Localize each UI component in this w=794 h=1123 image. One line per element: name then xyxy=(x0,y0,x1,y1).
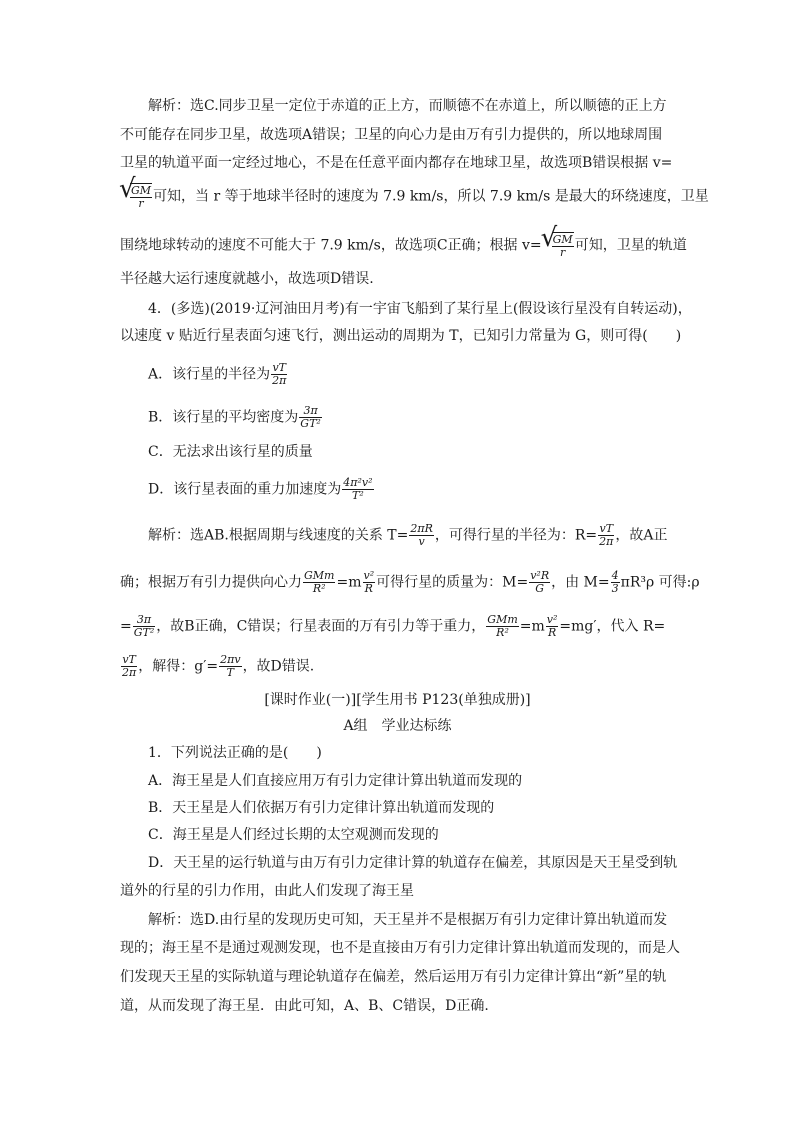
answer-text: 道，从而发现了海王星．由此可知，A、B、C错误，D正确. xyxy=(120,998,489,1014)
option-d-continued: 道外的行星的引力作用，由此人们发现了海王星 xyxy=(120,883,414,899)
question-stem: 以速度 v 贴近行星表面匀速飞行，测出运动的周期为 T，已知引力常量为 G，则可得( ) xyxy=(120,328,682,344)
question-stem: 1．下列说法正确的是( ) xyxy=(148,745,322,761)
answer-text: √ $\frac{GM}{r}$ 可知，当 r 等于地球半径时的速度为 7.9 km/s，所以 7.9 km/s 是最大的环绕速度，卫星 xyxy=(120,183,675,210)
group-title: A组 学业达标练 xyxy=(343,718,452,734)
answer-text: $\frac{vT}{2\pi}$ ，解得：g′= $\frac{2\pi v}{T}$ ，故D错误. xyxy=(122,653,315,679)
option-c: C．海王星是人们经过长期的太空观测而发现的 xyxy=(148,827,439,843)
question-stem: 4．(多选)(2019·辽河油田月考)有一宇宙飞船到了某行星上(假设该行星没有自转运动)， xyxy=(148,301,692,317)
answer-text: 解析：选C.同步卫星一定位于赤道的正上方，而顺德不在赤道上，所以顺德的正上方 xyxy=(148,98,667,114)
sqrt-formula: √ $\frac{GM}{r}$ xyxy=(120,183,153,210)
answer-text: 确；根据万有引力提供向心力 $\frac{\text{GMm}}{\text{R²}}$ =m $\frac{\text{v²}}{R}$ 可得行星的质量为：M= $\frac{\text{v²R}}{G}$ ，由 M= $\frac{4}{3}$ πR³ρ 可得:ρ xyxy=(120,569,700,595)
answer-text: 卫星的轨道平面一定经过地心，不是在任意平面内都存在地球卫星，故选项B错误根据 v= xyxy=(120,155,673,171)
answer-text: = $\frac{3\pi}{\text{GT²}}$ ，故B正确，C错误；行星表面的万有引力等于重力， $\frac{\text{GMm}}{\text{R²}}$ =m $\frac{\text{v²}}{R}$ =mg′，代入 R= xyxy=(120,613,666,639)
answer-text: 们发现天王星的实际轨道与理论轨道存在偏差，然后运用万有引力定律计算出“新”星的轨 xyxy=(120,969,667,985)
answer-text: 围绕地球转动的速度不可能大于 7.9 km/s，故选项C正确；根据 v= √ $\frac{GM}{r}$ 可知，卫星的轨道 xyxy=(120,232,675,259)
answer-text: 解析：选D.由行星的发现历史可知，天王星并不是根据万有引力定律计算出轨道而发 xyxy=(148,912,668,928)
answer-text: 解析：选AB.根据周期与线速度的关系 T= $\frac{2\pi R}{v}$ ，可得行星的半径为：R= $\frac{vT}{2\pi}$ ，故A正 xyxy=(148,522,668,548)
option-a: A．海王星是人们直接应用万有引力定律计算出轨道而发现的 xyxy=(148,773,523,789)
section-header: [课时作业(一)][学生用书 P123(单独成册)] xyxy=(264,692,531,708)
sqrt-formula: √ $\frac{GM}{r}$ xyxy=(542,232,575,259)
option-b: B．该行星的平均密度为 $\frac{3\pi}{\text{GT²}}$ xyxy=(148,404,321,430)
answer-text: 不可能存在同步卫星，故选项A错误；卫星的向心力是由万有引力提供的，所以地球周围 xyxy=(120,127,663,143)
answer-text: 半径越大运行速度就越小，故选项D错误. xyxy=(120,271,374,287)
option-b: B．天王星是人们依据万有引力定律计算出轨道而发现的 xyxy=(148,800,495,816)
option-d: D．天王星的运行轨道与由万有引力定律计算的轨道存在偏差，其原因是天王星受到轨 xyxy=(148,855,678,871)
answer-text: 现的；海王星不是通过观测发现，也不是直接由万有引力定律计算出轨道而发现的，而是人 xyxy=(120,940,680,956)
option-c: C．无法求出该行星的质量 xyxy=(148,444,313,460)
option-d: D．该行星表面的重力加速度为 $\frac{\text{4π²v²}}{\text{T²}}$ xyxy=(148,476,373,502)
option-a: A．该行星的半径为 $\frac{vT}{2\pi}$ xyxy=(148,361,287,387)
